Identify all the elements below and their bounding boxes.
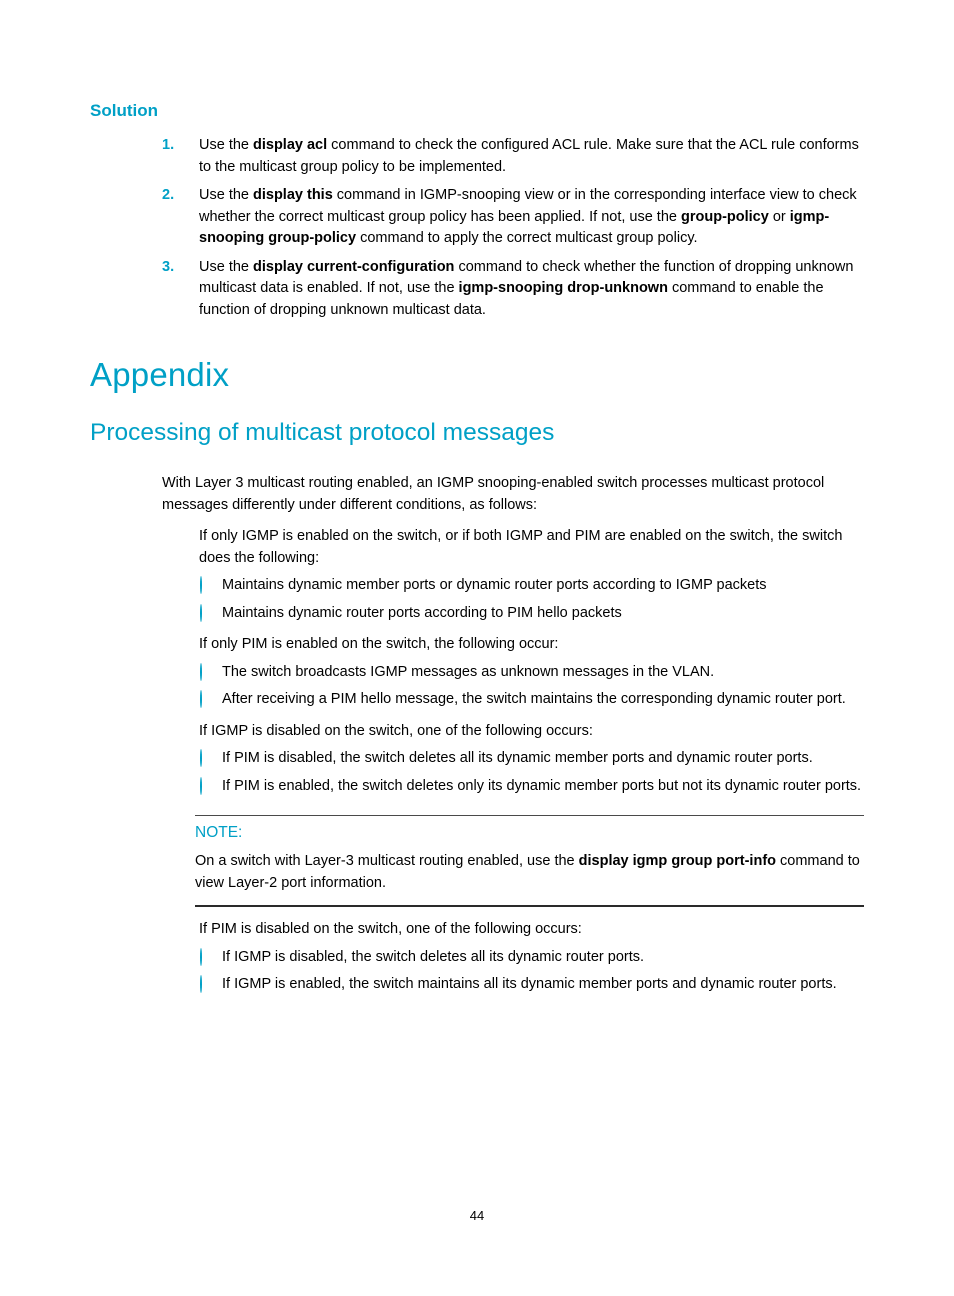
note-box — [195, 815, 864, 907]
section-title: Processing of multicast protocol messages — [90, 419, 555, 446]
note-label: NOTE: — [195, 824, 243, 841]
sub-bullet-icon — [200, 748, 222, 770]
sub-bullet-text: If PIM is disabled, the switch deletes all its dynamic member ports and dynamic router ports. — [222, 750, 813, 766]
bullet-text: If only IGMP is enabled on the switch, or if both IGMP and PIM are enabled on the switch, the switch does the following: — [199, 528, 843, 566]
solution-heading: Solution — [90, 101, 158, 120]
sub-bullet-item — [200, 689, 864, 711]
sub-bullet-item — [200, 662, 864, 684]
bullet-icon — [162, 526, 199, 569]
step-text: Use the display this command in IGMP-snooping view or in the corresponding interface view to check whether the correct multicast group policy has been applied. If not, use the group-policy or igmp-snooping group-policy command to apply the correct multicast group policy. — [199, 187, 857, 246]
appendix-title: Appendix — [90, 356, 230, 393]
bullet-item — [162, 721, 864, 743]
solution-steps — [162, 135, 864, 321]
step-number: 3. — [162, 258, 175, 275]
sub-bullet-item — [200, 776, 864, 798]
sub-bullet-item — [200, 974, 864, 996]
sub-bullet-item — [200, 603, 864, 625]
step-text: Use the display current-configuration command to check whether the function of dropping unknown multicast data is enabled. If not, use the igmp-snooping drop-unknown command to enable the function of dropping unknown multicast data. — [199, 258, 854, 318]
bullet-text: If only PIM is enabled on the switch, the following occur: — [199, 636, 559, 652]
page-number: 44 — [469, 1208, 485, 1223]
bullet-item — [162, 919, 864, 941]
sub-bullet-item — [200, 575, 864, 597]
bullet-item — [162, 634, 864, 656]
step-text: Use the display acl command to check the configured ACL rule. Make sure that the ACL rule conforms to the multicast group policy to be implemented. — [199, 137, 859, 175]
sub-bullet-icon — [200, 575, 222, 597]
intro-paragraph: With Layer 3 multicast routing enabled, an IGMP snooping-enabled switch processes multicast protocol messages differently under different conditions, as follows: — [162, 475, 825, 513]
sub-bullet-text: If IGMP is disabled, the switch deletes all its dynamic router ports. — [222, 948, 645, 965]
step-item — [162, 257, 864, 322]
sub-bullet-icon — [200, 776, 222, 798]
bullet-icon — [162, 634, 199, 656]
bullet-text: If PIM is disabled on the switch, one of the following occurs: — [199, 921, 582, 937]
sub-bullet-text: Maintains dynamic member ports or dynamic router ports according to IGMP packets — [222, 577, 767, 593]
note-text: On a switch with Layer-3 multicast routing enabled, use the display igmp group port-info command to view Layer-2 port information. — [195, 853, 860, 891]
sub-bullet-text: Maintains dynamic router ports according to PIM hello packets — [222, 604, 622, 621]
sub-bullet-icon — [200, 947, 222, 969]
step-number: 2. — [162, 187, 175, 203]
sub-bullet-icon — [200, 974, 222, 996]
sub-bullet-text: If IGMP is enabled, the switch maintains all its dynamic member ports and dynamic router ports. — [222, 976, 837, 992]
step-item — [162, 185, 864, 250]
sub-bullet-text: The switch broadcasts IGMP messages as unknown messages in the VLAN. — [222, 663, 715, 680]
bullet-item — [162, 526, 864, 569]
sub-bullet-item — [200, 748, 864, 770]
sub-bullet-item — [200, 947, 864, 969]
sub-bullet-icon — [200, 689, 222, 711]
bullet-icon — [162, 919, 199, 941]
step-number: 1. — [162, 137, 175, 153]
sub-bullet-icon — [200, 662, 222, 684]
sub-bullet-icon — [200, 603, 222, 625]
sub-bullet-text: If PIM is enabled, the switch deletes only its dynamic member ports but not its dynamic router ports. — [222, 777, 862, 794]
step-item — [162, 135, 864, 178]
bullet-text: If IGMP is disabled on the switch, one of the following occurs: — [199, 722, 593, 739]
sub-bullet-text: After receiving a PIM hello message, the switch maintains the corresponding dynamic router port. — [222, 691, 846, 707]
bullet-icon — [162, 721, 199, 743]
